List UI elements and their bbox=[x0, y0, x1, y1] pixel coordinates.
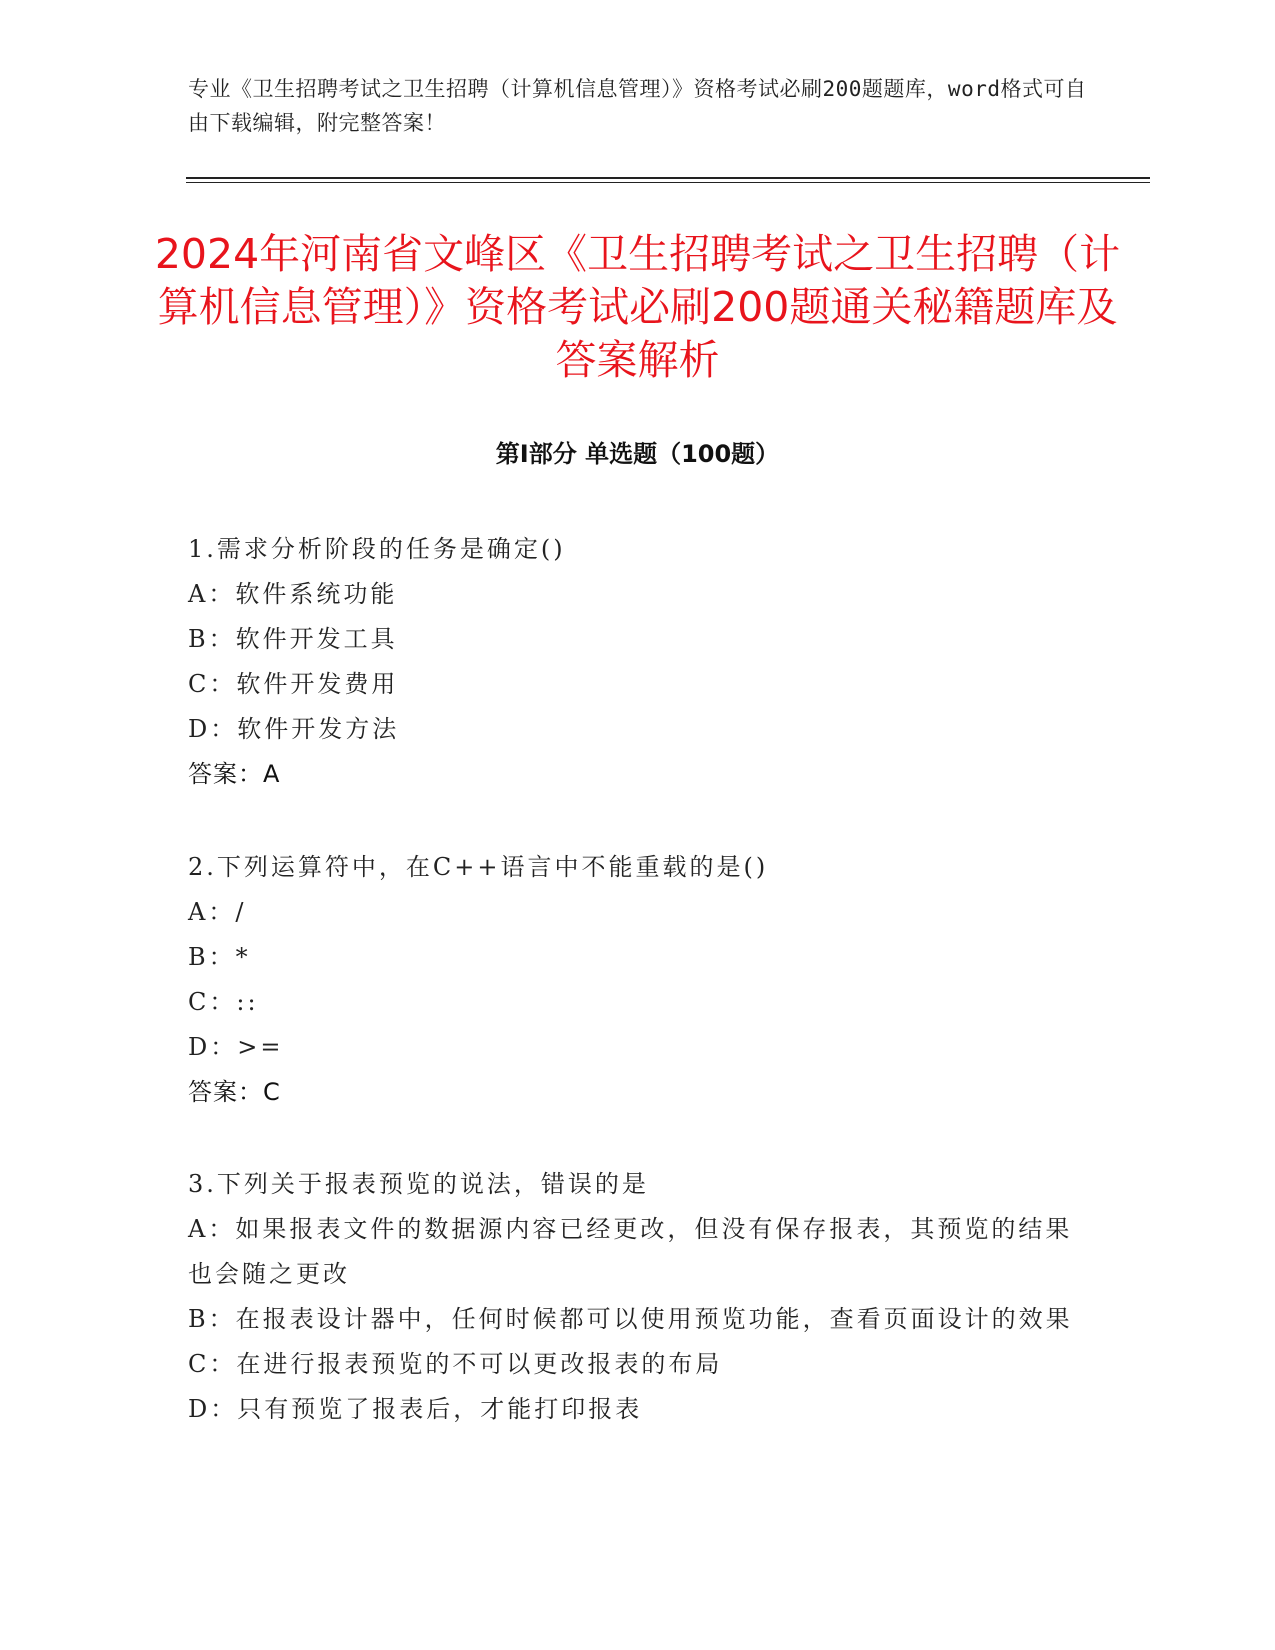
question-2 bbox=[188, 845, 1088, 1115]
option-c: C：:: bbox=[188, 988, 259, 1016]
question-3 bbox=[188, 1162, 1088, 1432]
option-a: A：软件系统功能 bbox=[188, 580, 398, 608]
option-d: D：>= bbox=[188, 1033, 284, 1061]
question-stem: 3.下列关于报表预览的说法，错误的是 bbox=[188, 1170, 649, 1198]
header-note: 专业《卫生招聘考试之卫生招聘（计算机信息管理）》资格考试必刷200题题库，word格式可自由下载编辑，附完整答案！ bbox=[188, 77, 1087, 135]
question-stem: 2.下列运算符中，在C++语言中不能重载的是() bbox=[188, 853, 769, 881]
option-c: C：在进行报表预览的不可以更改报表的布局 bbox=[188, 1350, 723, 1378]
option-d: D：只有预览了报表后，才能打印报表 bbox=[188, 1395, 643, 1423]
answer-line: 答案：A bbox=[188, 760, 281, 788]
header-divider-thick bbox=[186, 177, 1150, 179]
answer-line: 答案：C bbox=[188, 1078, 281, 1106]
option-b: B：* bbox=[188, 943, 251, 971]
option-b: B：软件开发工具 bbox=[188, 625, 398, 653]
header-divider-thin bbox=[186, 182, 1150, 183]
option-a: A：/ bbox=[188, 898, 247, 926]
option-d: D：软件开发方法 bbox=[188, 715, 400, 743]
document-title: 2024年河南省文峰区《卫生招聘考试之卫生招聘（计算机信息管理）》资格考试必刷200题通关秘籍题库及答案解析 bbox=[154, 230, 1121, 384]
question-1 bbox=[188, 527, 1088, 797]
option-c: C：软件开发费用 bbox=[188, 670, 399, 698]
question-stem: 1.需求分析阶段的任务是确定() bbox=[188, 535, 566, 563]
section-heading: 第Ⅰ部分 单选题（100题） bbox=[495, 440, 780, 468]
option-a: A：如果报表文件的数据源内容已经更改，但没有保存报表，其预览的结果也会随之更改 bbox=[188, 1215, 1073, 1288]
option-b: B：在报表设计器中，任何时候都可以使用预览功能，查看页面设计的效果 bbox=[188, 1305, 1073, 1333]
